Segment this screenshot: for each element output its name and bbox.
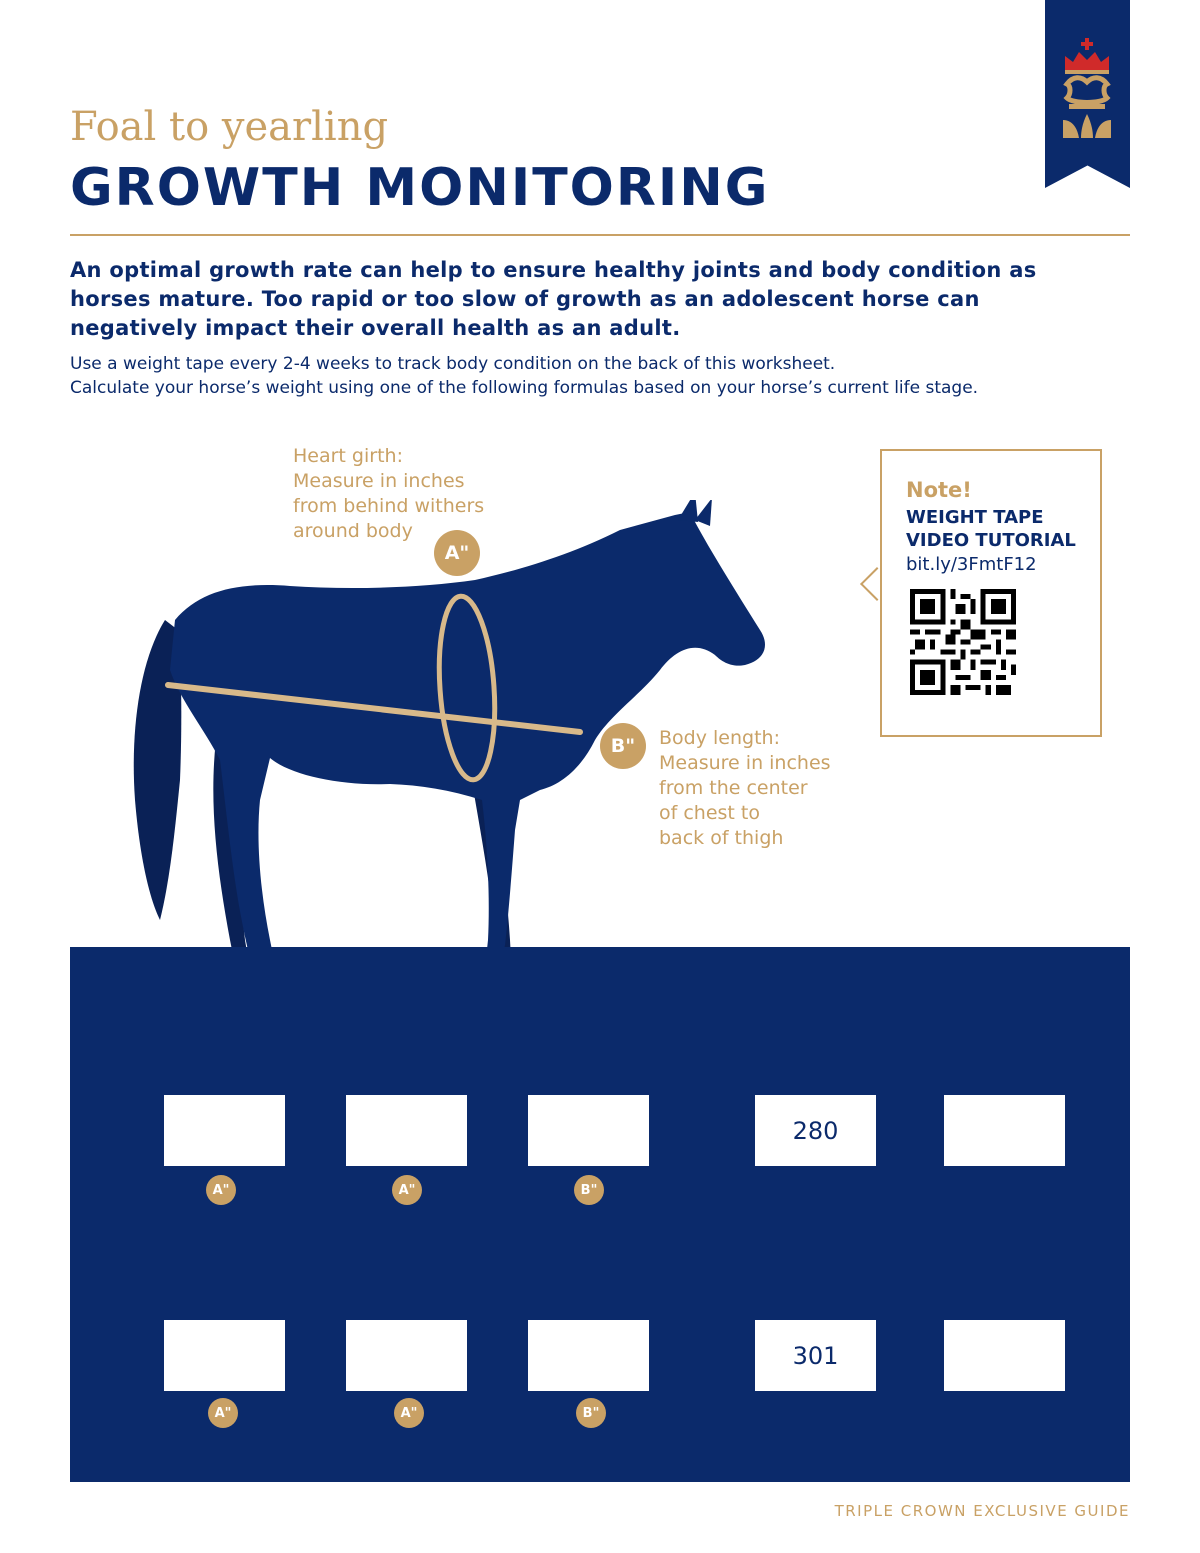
instructions (70, 352, 1170, 400)
intro-lead: An optimal growth rate can help to ensure healthy joints and body condition as horses mature. Too rapid or too slow of growth as an adolescent horse can negatively impact their overall health as an adult. (70, 258, 1037, 340)
note-callout (880, 449, 1102, 737)
body-length-input[interactable] (528, 1095, 649, 1166)
divisor-box: 280 (755, 1095, 876, 1166)
note-heading: Note! (906, 478, 972, 502)
heart-girth-label: Heart girth: Measure in inches from behind withers around body (293, 445, 485, 542)
brand-ribbon (1045, 0, 1130, 188)
badge-b: B" (576, 1398, 606, 1428)
weight-result-input[interactable] (944, 1320, 1065, 1391)
crown-icon (1059, 36, 1115, 146)
footer-text: TRIPLE CROWN EXCLUSIVE GUIDE (834, 1502, 1130, 1520)
note-line-2: VIDEO TUTORIAL (906, 530, 1076, 551)
qr-code-icon[interactable] (910, 589, 1016, 695)
badge-a: A" (392, 1175, 422, 1205)
instructions-line-2: Calculate your horse’s weight using one of the following formulas based on your horse’s current life stage. (70, 378, 979, 398)
note-line-1: WEIGHT TAPE (906, 507, 1044, 528)
badge-a: A" (208, 1398, 238, 1428)
heart-girth-input-2[interactable] (346, 1320, 467, 1391)
badge-b: B" (600, 723, 646, 769)
tutorial-link[interactable]: bit.ly/3FmtF12 (906, 554, 1037, 575)
divider (70, 234, 1130, 236)
heart-girth-input-1[interactable] (164, 1320, 285, 1391)
instructions-line-1: Use a weight tape every 2-4 weeks to track body condition on the back of this worksheet. (70, 354, 836, 374)
badge-a: A" (394, 1398, 424, 1428)
page-title: GROWTH MONITORING (70, 158, 770, 218)
heart-girth-input-2[interactable] (346, 1095, 467, 1166)
body-length-label: Body length: Measure in inches from the center of chest to back of thigh (659, 727, 831, 849)
badge-a: A" (206, 1175, 236, 1205)
page-subtitle: Foal to yearling (70, 104, 389, 150)
weight-result-input[interactable] (944, 1095, 1065, 1166)
badge-b: B" (574, 1175, 604, 1205)
divisor-box: 301 (755, 1320, 876, 1391)
badge-a: A" (434, 530, 480, 576)
heart-girth-input-1[interactable] (164, 1095, 285, 1166)
body-length-input[interactable] (528, 1320, 649, 1391)
